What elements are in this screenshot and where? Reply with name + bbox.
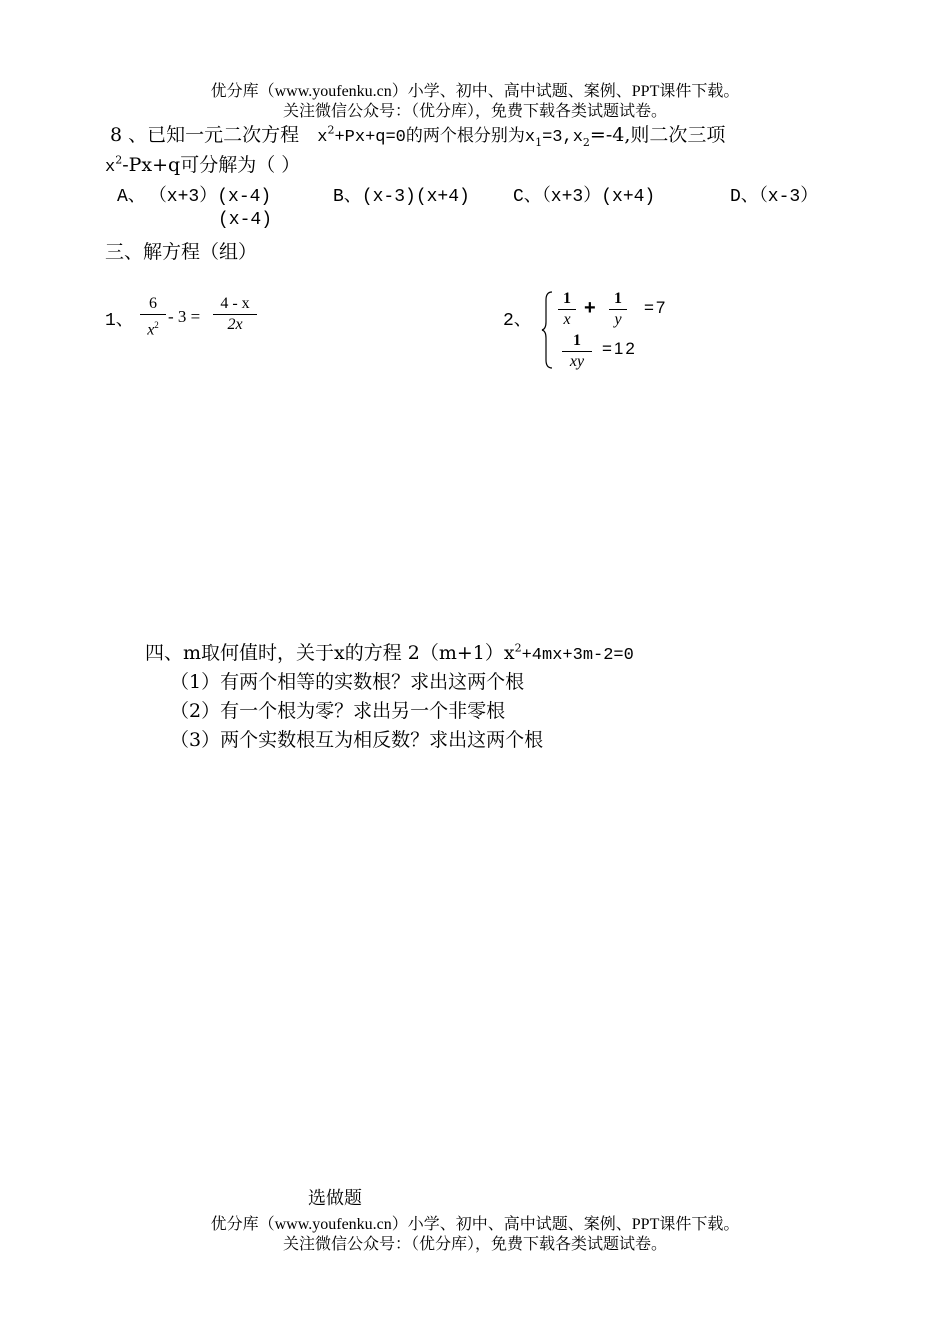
fraction-1-numerator: 6	[149, 295, 157, 312]
question-8-line-1: 8 、已知一元二次方程 $x^2+Px+q=0$的两个根分别为$x_1=3,x_2=-4$,则二次三项	[110, 123, 726, 149]
equation-x: x	[317, 128, 328, 147]
fraction-2-numerator: 4 - x	[220, 295, 250, 312]
system-eq1-frac1-num: 1	[563, 290, 571, 307]
option-d	[730, 181, 818, 207]
equation-middle: - 3 =	[168, 307, 201, 326]
option-a-text: （x+3）(x-4)	[157, 187, 272, 207]
section-4-item-2: （2）有一个根为零？求出另一个非零根	[170, 700, 506, 722]
root-2-suffix: =-4,则二次三项	[589, 124, 726, 146]
section-4-title-part-1: 四、m取何值时，关于x的方程 2（m+1）x	[145, 642, 515, 664]
fraction-1-over-y	[609, 289, 627, 330]
option-c	[513, 181, 655, 207]
option-b-label: B、	[333, 187, 362, 207]
option-a	[117, 181, 271, 207]
system-eq2-rhs: =12	[602, 339, 637, 358]
plus-sign: +	[584, 297, 596, 319]
header-line-2: 关注微信公众号：（优分库），免费下载各类试题试卷。	[282, 103, 667, 120]
optional-section-title: 选做题	[308, 1188, 362, 1209]
option-d-label: D、	[730, 187, 759, 207]
fraction-6-over-x2	[140, 294, 166, 340]
header-line-1: 优分库（www.youfenku.cn）小学、初中、高中试题、案例、PPT课件下载。	[210, 83, 740, 100]
equation-rest: +Px+q=0的两个根分别为x	[334, 128, 536, 147]
system-eq1-rhs: =7	[644, 298, 668, 317]
factor-x: x	[105, 158, 116, 177]
footer-line-1: 优分库（www.youfenku.cn）小学、初中、高中试题、案例、PPT课件下载。	[210, 1216, 740, 1233]
problem-2-label: 2、	[503, 311, 532, 331]
section-4-title-part-2: +4mx+3m-2=0	[521, 646, 634, 665]
option-d-continued: (x-4)	[218, 210, 273, 230]
system-eq2-frac-num: 1	[573, 332, 581, 349]
section-4-item-3: （3）两个实数根互为相反数？求出这两个根	[170, 729, 544, 751]
footer-line-2: 关注微信公众号：（优分库），免费下载各类试题试卷。	[282, 1236, 667, 1253]
factor-rest: -Px+q可分解为（ ）	[122, 154, 301, 176]
root-1: =3,x	[542, 128, 583, 147]
question-8-line-2: $x^2-Px+q$可分解为（ ）	[105, 153, 301, 177]
fraction-1-over-xy	[562, 331, 592, 372]
system-eq2-frac-den: xy	[569, 353, 585, 370]
fraction-2-denominator: 2x	[227, 316, 243, 333]
section-3-title: 三、解方程（组）	[105, 241, 258, 263]
option-d-text: （x-3）	[758, 187, 819, 207]
problem-1-label: 1、	[105, 311, 134, 331]
system-brace	[540, 290, 556, 370]
section-4-item-1: （1）有两个相等的实数根？求出这两个根	[170, 671, 525, 693]
fraction-1-over-x	[558, 289, 576, 330]
fraction-4-minus-x-over-2x	[213, 294, 257, 335]
section-4-title: 四、m取何值时，关于x的方程 $2(m+1)x^2+4mx+3m-2=0$	[145, 641, 634, 665]
option-a-label: A、	[117, 187, 146, 207]
system-eq1-frac2-den: y	[614, 311, 622, 328]
system-eq1-frac2-num: 1	[614, 290, 622, 307]
question-8-prefix: 8 、已知一元二次方程	[110, 124, 300, 146]
option-b-text: (x-3)(x+4)	[361, 187, 470, 207]
option-c-label: C、	[513, 187, 542, 207]
fraction-1-denominator: $x^2$	[147, 320, 159, 339]
system-eq1-frac1-den: x	[563, 311, 571, 328]
option-c-text: （x+3）(x+4)	[541, 187, 656, 207]
option-b	[333, 181, 470, 207]
